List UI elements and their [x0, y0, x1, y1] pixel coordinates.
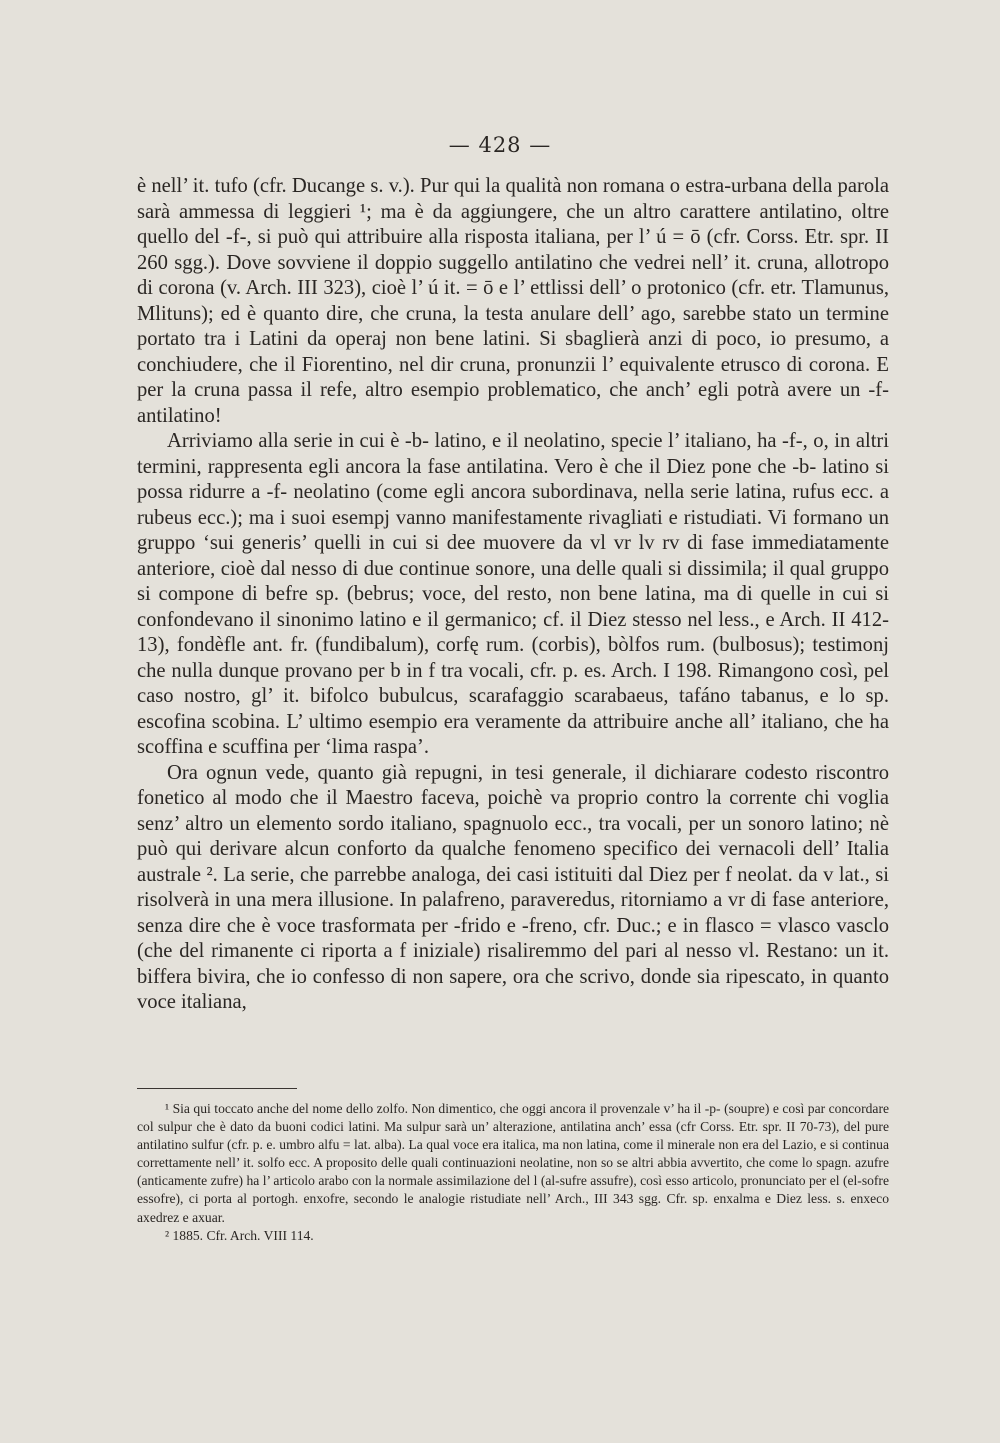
paragraph: Ora ognun vede, quanto già repugni, in tesi generale, il dichiarare codesto riscontro fonetico al modo che il Maestro faceva, poichè va proprio contro la corrente chi voglia senz’ altro un elemento sordo italiano, spagnuolo ecc., tra vocali, per un sonoro latino; nè può qui derivare alcun conforto da qualche fenomeno specifico dei vernacoli dell’ Italia australe ². La serie, che parrebbe analoga, dei casi istituiti dal Diez per f neolat. da v lat., si risolverà in una mera illusione. In palafreno, paraveredus, ritorniamo a vr di fase anteriore, senza dire che è voce trasformata per -frido e -freno, cfr. Duc.; e in flasco = vlasco vasclo (che del rimanente ci riporta a f iniziale) risaliremmo del pari al nesso vl. Restano: un it. biffera bivira, che io confesso di non sapere, ora che scrivo, donde sia ripescato, in quanto voce italiana, [137, 761, 889, 1013]
footnote-divider [137, 1088, 297, 1089]
footnote: ¹ Sia qui toccato anche del nome dello zolfo. Non dimentico, che oggi ancora il provenzale v’ ha il -p- (soupre) e così par concordare col sulpur che è dato da buoni codici latini. Ma sulpur sarà un’ alterazione, antilatina anch’ essa (cfr Corss. Etr. spr. II 70-73), del pure antilatino sulfur (cfr. p. e. umbro alfu = lat. alba). La qual voce era italica, ma non latina, come il minerale non era del Lazio, e si continua correttamente nell’ it. solfo ecc. A proposito delle quali continuazioni neolatine, non so se altri abbia avvertito, che come lo spagn. azufre (anticamente zufre) ha l’ articolo arabo con la normale assimilazione del l (al-sufre assufre), così esso articolo, pronunciato per el (el-sofre essofre), ci porta al portogh. enxofre, secondo le analogie ristudiate nell’ Arch., III 343 sgg. Cfr. sp. enxalma e Diez less. s. enxeco axedrez e axuar. [137, 1101, 889, 1225]
paragraph: Arriviamo alla serie in cui è -b- latino, e il neolatino, specie l’ italiano, ha -f-, o, in altri termini, rappresenta egli ancora la fase antilatina. Vero è che il Diez pone che -b- latino si possa ridurre a -f- neolatino (come egli ancora subordinava, nella serie latina, rufus ecc. a rubeus ecc.); ma i suoi esempj vanno manifestamente rivagliati e ristudiati. Vi formano un gruppo ‘sui generis’ quelli in cui si dee muovere da vl vr lv rv di fase immediatamente anteriore, cioè dal nesso di due continue sonore, una delle quali si dissimila; il qual gruppo si compone di befre sp. (bebrus; voce, del resto, non bene latina, ma di quelle in cui si confondevano il sinonimo latino e il germanico; cf. il Diez stesso nel less., e Arch. II 412-13), fondèfle ant. fr. (fundibalum), corfę rum. (corbis), bòlfos rum. (bulbosus); testimonj che nulla dunque provano per b in f tra vocali, cfr. p. es. Arch. I 198. Rimangono così, pel caso nostro, gl’ it. bifolco bubulcus, scarafaggio scarabaeus, tafáno tabanus, e lo sp. escofina scobina. L’ ultimo esempio era veramente da attribuire anche all’ italiano, che ha scoffina e scuffina per ‘lima raspa’. [137, 430, 889, 758]
footnotes [137, 1100, 889, 1245]
page-number: — 428 — [448, 133, 552, 157]
paragraph: è nell’ it. tufo (cfr. Ducange s. v.). Pur qui la qualità non romana o estra-urbana della parola sarà ammessa di leggieri ¹; ma è da aggiungere, che un altro carattere antilatino, oltre quello del -f-, si può qui attribuire alla risposta italiana, per l’ ú = ō (cfr. Corss. Etr. spr. II 260 sgg.). Dove sovviene il doppio suggello antilatino che vedrei nell’ it. cruna, allotropo di corona (v. Arch. III 323), cioè l’ ú it. = ō e l’ ettlissi dell’ o protonico (cfr. etr. Tlamunus, Mlituns); ed è quanto dire, che cruna, la testa anulare dell’ ago, sarebbe stato un termine portato tra i Latini da operaj non bene latini. Si sbaglierà anzi di poco, io presumo, a conchiudere, che il Fiorentino, nel dir cruna, pronunzii l’ equivalente etrusco di corona. E per la cruna passa il refe, altro esempio problematico, che anch’ egli potrà avere un -f- antilatino! [137, 175, 889, 427]
footnote: ² 1885. Cfr. Arch. VIII 114. [165, 1227, 314, 1243]
main-text [137, 174, 889, 1016]
